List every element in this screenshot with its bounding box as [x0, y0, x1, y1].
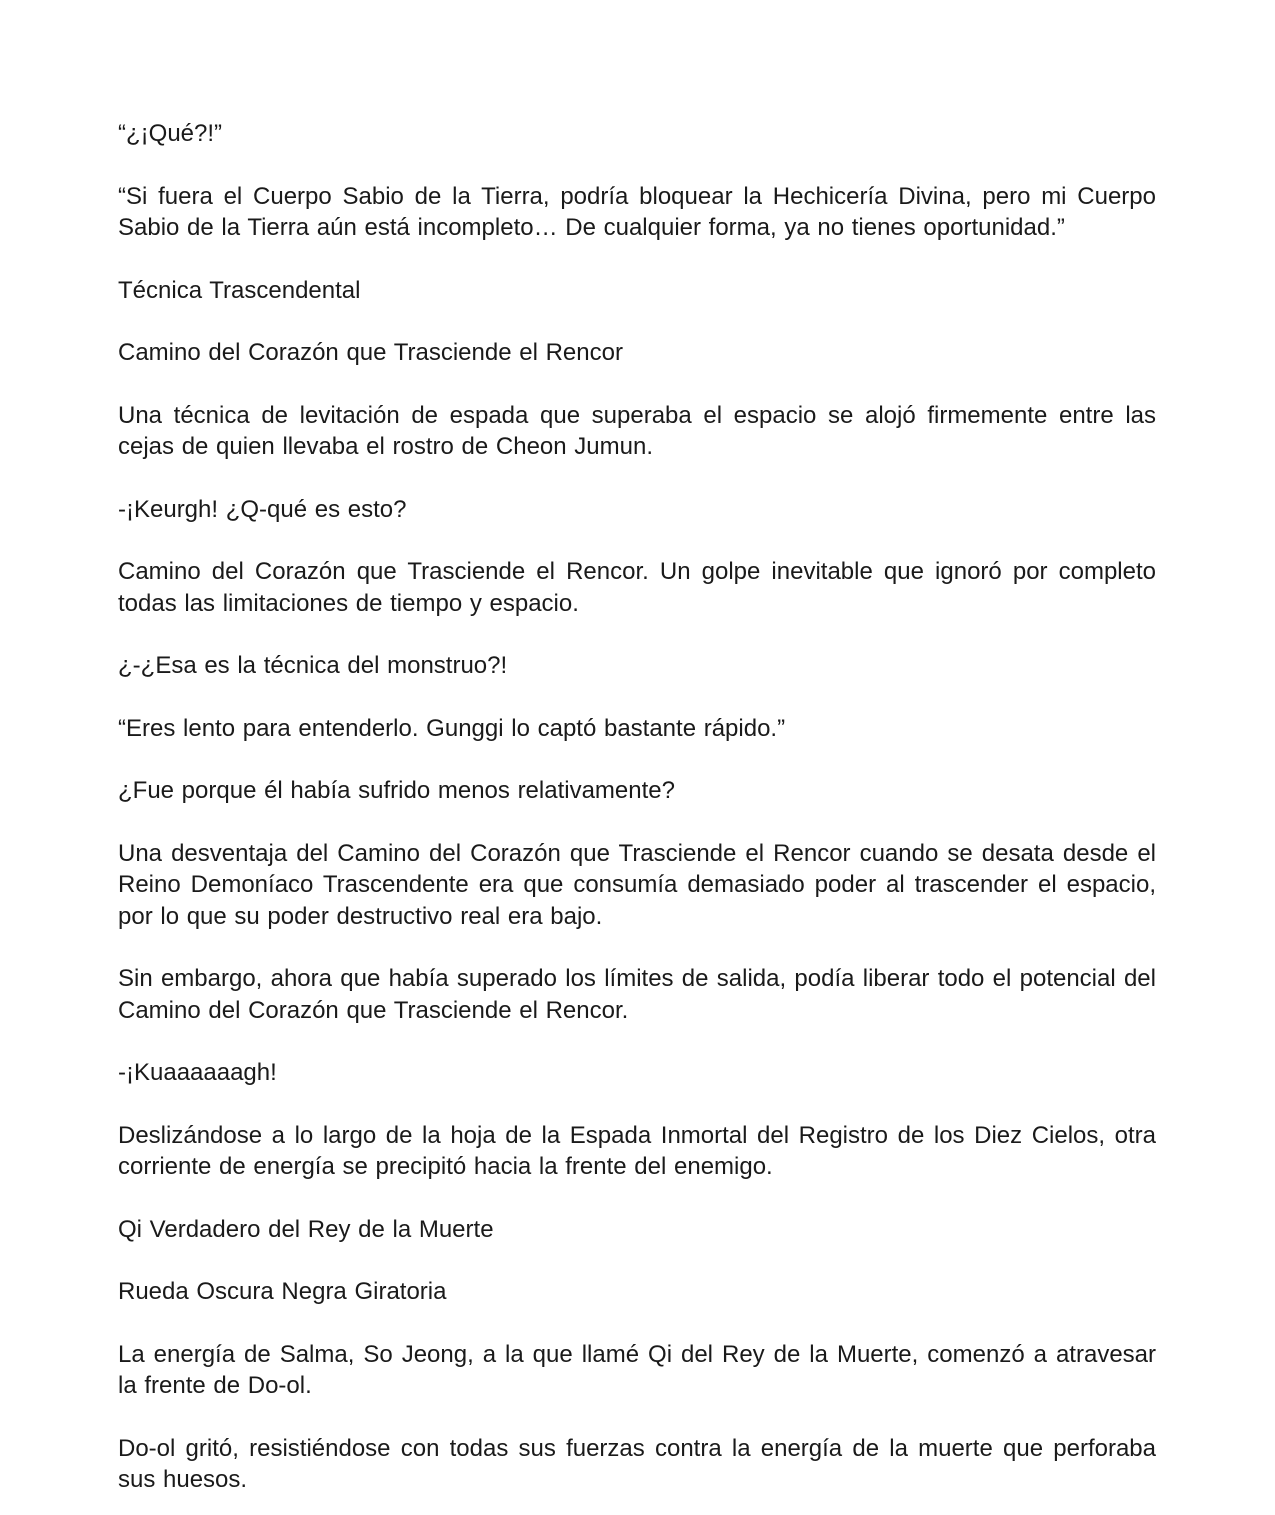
paragraph: Qi Verdadero del Rey de la Muerte [118, 1215, 494, 1243]
paragraph: -¡Kuaaaaaagh! [118, 1059, 277, 1086]
paragraph: Camino del Corazón que Trasciende el Rencor [118, 339, 623, 366]
paragraph: -¡Keurgh! ¿Q-qué es esto? [118, 495, 407, 523]
paragraph: Una desventaja del Camino del Corazón que Trasciende el Rencor cuando se desata desde el Reino Demoníaco Trascendente era que consumía demasiado poder al trascender el espacio, por lo que su poder destructivo real era bajo. [118, 839, 1156, 930]
paragraph: Una técnica de levitación de espada que superaba el espacio se alojó firmemente entre las cejas de quien llevaba el rostro de Cheon Jumun. [118, 401, 1156, 460]
paragraph: La energía de Salma, So Jeong, a la que llamé Qi del Rey de la Muerte, comenzó a atravesar la frente de Do-ol. [118, 1340, 1156, 1399]
paragraph: “Si fuera el Cuerpo Sabio de la Tierra, podría bloquear la Hechicería Divina, pero mi Cuerpo Sabio de la Tierra aún está incompleto… De cualquier forma, ya no tienes oportunidad.” [118, 182, 1156, 241]
paragraph: Rueda Oscura Negra Giratoria [118, 1278, 447, 1305]
paragraph: “¿¡Qué?!” [118, 120, 223, 147]
paragraph: Deslizándose a lo largo de la hoja de la Espada Inmortal del Registro de los Diez Cielos, otra corriente de energía se precipitó hacia la frente del enemigo. [118, 1121, 1156, 1180]
paragraph: Camino del Corazón que Trasciende el Rencor. Un golpe inevitable que ignoró por completo todas las limitaciones de tiempo y espacio. [118, 558, 1156, 617]
paragraph: “Eres lento para entenderlo. Gunggi lo captó bastante rápido.” [118, 714, 786, 742]
document-body [118, 118, 1156, 1515]
paragraph: ¿-¿Esa es la técnica del monstruo?! [118, 652, 508, 679]
paragraph: Sin embargo, ahora que había superado los límites de salida, podía liberar todo el potencial del Camino del Corazón que Trasciende el Rencor. [118, 965, 1156, 1024]
paragraph: ¿Fue porque él había sufrido menos relativamente? [118, 777, 675, 804]
paragraph: Técnica Trascendental [118, 276, 361, 304]
paragraph: Do-ol gritó, resistiéndose con todas sus fuerzas contra la energía de la muerte que perforaba sus huesos. [118, 1434, 1156, 1493]
